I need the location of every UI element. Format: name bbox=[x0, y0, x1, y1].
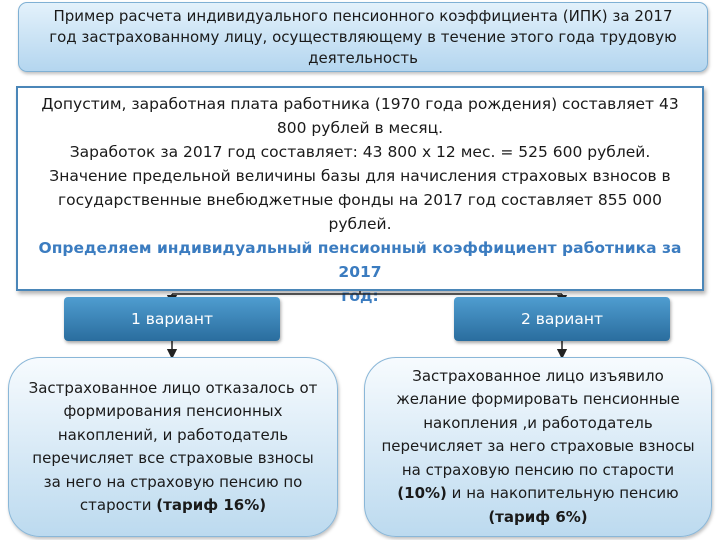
main-highlight-1: Определяем индивидуальный пенсионный коэффициент работника за 2017 bbox=[38, 239, 682, 281]
main-line-5: государственные внебюджетные фонды на 2017 год составляет 855 000 bbox=[57, 191, 663, 209]
main-line-2: 800 рублей в месяц. bbox=[276, 119, 444, 137]
variant-1-button[interactable] bbox=[64, 297, 280, 341]
title-line-3: деятельность bbox=[308, 49, 418, 67]
variant-1-label: 1 вариант bbox=[131, 310, 213, 328]
main-line-1: Допустим, заработная плата работника (1970 года рождения) составляет 43 bbox=[41, 95, 679, 113]
variant-2-tariff: (тариф 6%) bbox=[488, 507, 588, 526]
variant-2-detail-box bbox=[364, 357, 712, 537]
title-line-2: год застрахованному лицу, осуществляющему в течение этого года трудовую bbox=[49, 28, 677, 46]
variant-2-rate: (10%) bbox=[397, 484, 447, 503]
main-highlight-2: год: bbox=[341, 287, 379, 305]
variant-1-tariff: (тариф 16%) bbox=[156, 496, 267, 514]
variant-2-detail-text bbox=[377, 365, 699, 530]
title-line-1: Пример расчета индивидуального пенсионного коэффициента (ИПК) за 2017 bbox=[53, 7, 673, 25]
main-line-3: Заработок за 2017 год составляет: 43 800 х 12 мес. = 525 600 рублей. bbox=[69, 143, 651, 161]
main-line-6: рублей. bbox=[328, 215, 392, 233]
main-line-4: Значение предельной величины базы для начисления страховых взносов в bbox=[49, 167, 671, 185]
variant-2-text: Застрахованное лицо изъявило желание формировать пенсионные накопления ,и работодатель перечисляет за него страховые взносы на страховую пенсию по старости bbox=[381, 366, 695, 479]
variant-2-tail: и на накопительную пенсию bbox=[446, 484, 679, 503]
variant-1-text: Застрахованное лицо отказалось от формирования пенсионных накоплений, и работодатель перечисляет все страховые взносы за него на страховую пенсию по старости bbox=[28, 378, 318, 514]
variant-2-button[interactable] bbox=[454, 297, 670, 341]
variant-1-detail-box bbox=[8, 357, 338, 537]
variant-2-label: 2 вариант bbox=[521, 310, 603, 328]
variant-1-detail-text bbox=[23, 377, 323, 518]
